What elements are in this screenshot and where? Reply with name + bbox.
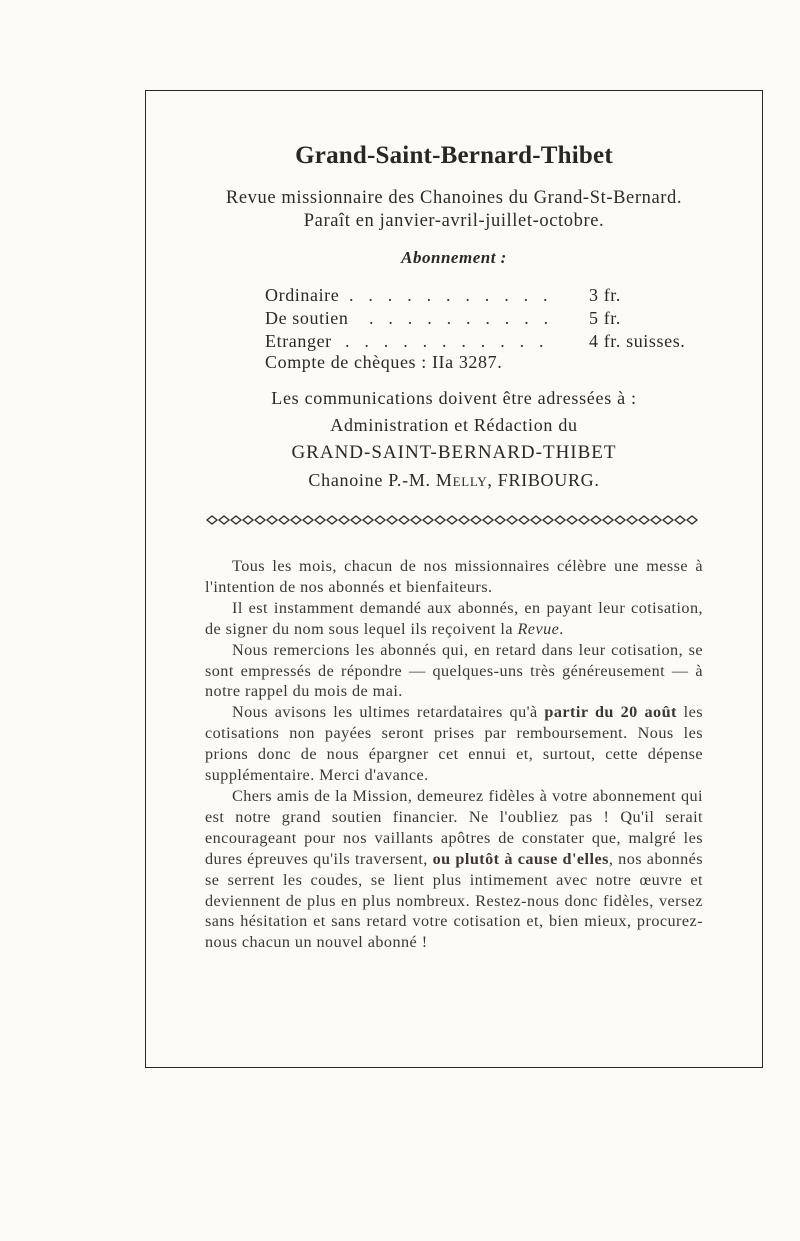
- divider-link: [663, 516, 673, 524]
- communications-line-2: Administration et Rédaction du: [330, 415, 578, 435]
- divider-link: [231, 516, 241, 524]
- divider-link: [291, 516, 301, 524]
- divider-pattern: [207, 516, 697, 524]
- paragraph-5: Chers amis de la Mission, demeurez fidèles à votre abonnement qui est notre grand soutien financier. Ne l'oubliez pas ! Qu'il serait encourageant pour nos vaillants apôtres de constater que, malgré les dures épreuves qu'ils traversent, ou plutôt à cause d'elles, nos abonnés se serrent les coudes, se lient plus intimement avec notre œuvre et deviennent de plus en plus nombreux. Restez-nous donc fidèles, versez sans hésitation et sans retard votre cotisation et, bien mieux, procurez-nous chacun un nouvel abonné !: [205, 786, 704, 952]
- subscription-heading: Abonnement :: [401, 248, 507, 267]
- divider-link: [555, 516, 565, 524]
- divider-link: [459, 516, 469, 524]
- paragraph-3: Nous remercions les abonnés qui, en retard dans leur cotisation, se sont empressés de répondre — quelques-uns très généreusement — à notre rappel du mois de mai.: [205, 640, 703, 701]
- rate-row-etranger: [265, 331, 725, 353]
- subtitle-line-1: Revue missionnaire des Chanoines du Grand-St-Bernard.: [225, 188, 683, 208]
- divider-link: [591, 516, 601, 524]
- divider-link: [579, 516, 589, 524]
- paragraph-1: Tous les mois, chacun de nos missionnaires célèbre une messe à l'intention de nos abonnés et bienfaiteurs.: [205, 557, 703, 596]
- divider-link: [351, 516, 361, 524]
- rate-price: 4 fr. suisses.: [589, 331, 686, 351]
- divider-link: [675, 516, 685, 524]
- divider-link: [327, 516, 337, 524]
- divider-link: [207, 516, 217, 524]
- rate-row-ordinaire: [265, 285, 725, 307]
- divider-link: [267, 516, 277, 524]
- divider-link: [423, 516, 433, 524]
- divider-link: [519, 516, 529, 524]
- editor-surname: Melly: [435, 470, 488, 490]
- rate-price: 5 fr.: [589, 308, 621, 328]
- divider-link: [435, 516, 445, 524]
- divider-link: [507, 516, 517, 524]
- communications-line-1: Les communications doivent être adressées à :: [271, 388, 637, 408]
- rate-label: Ordinaire: [265, 285, 340, 305]
- publication-name: GRAND-SAINT-BERNARD-THIBET: [291, 442, 617, 463]
- rate-row-soutien: [265, 308, 725, 330]
- rate-price: 3 fr.: [589, 285, 621, 305]
- editor-prefix: Chanoine P.-M.: [308, 470, 436, 490]
- rate-label: De soutien: [265, 308, 349, 328]
- divider-link: [471, 516, 481, 524]
- divider-link: [387, 516, 397, 524]
- ornamental-divider: [205, 513, 703, 527]
- divider-link: [363, 516, 373, 524]
- subtitle-line-2: Paraît en janvier-avril-juillet-octobre.: [303, 211, 605, 231]
- editor-address: [0, 470, 800, 491]
- divider-link: [627, 516, 637, 524]
- rate-leader-dots: . . . . . . . . . . .: [349, 285, 553, 305]
- divider-link: [255, 516, 265, 524]
- rate-leader-dots: . . . . . . . . . .: [369, 308, 554, 328]
- divider-link: [603, 516, 613, 524]
- divider-link: [531, 516, 541, 524]
- divider-link: [303, 516, 313, 524]
- divider-link: [687, 516, 697, 524]
- divider-link: [375, 516, 385, 524]
- paragraph-2: Il est instamment demandé aux abonnés, en payant leur cotisation, de signer du nom sous lequel ils reçoivent la Revue.: [205, 598, 703, 638]
- divider-link: [243, 516, 253, 524]
- rate-leader-dots: . . . . . . . . . . .: [345, 331, 549, 351]
- divider-link: [411, 516, 421, 524]
- body-text: [205, 556, 703, 953]
- divider-link: [651, 516, 661, 524]
- divider-link: [219, 516, 229, 524]
- divider-link: [639, 516, 649, 524]
- divider-link: [567, 516, 577, 524]
- divider-link: [279, 516, 289, 524]
- page-title: Grand-Saint-Bernard-Thibet: [295, 142, 613, 169]
- divider-link: [543, 516, 553, 524]
- divider-link: [339, 516, 349, 524]
- account-number: Compte de chèques : IIa 3287.: [265, 352, 503, 372]
- divider-link: [495, 516, 505, 524]
- divider-link: [615, 516, 625, 524]
- rate-label: Etranger: [265, 331, 332, 351]
- divider-link: [447, 516, 457, 524]
- divider-link: [315, 516, 325, 524]
- paragraph-4: Nous avisons les ultimes retardataires qu'à partir du 20 août les cotisations non payées seront prises par remboursement. Nous les prions donc de nous épargner cet ennui et, surtout, cette dépense supplémentaire. Merci d'avance.: [205, 703, 703, 785]
- account-line: [265, 352, 725, 374]
- divider-link: [399, 516, 409, 524]
- editor-city: , FRIBOURG.: [487, 470, 600, 490]
- divider-link: [483, 516, 493, 524]
